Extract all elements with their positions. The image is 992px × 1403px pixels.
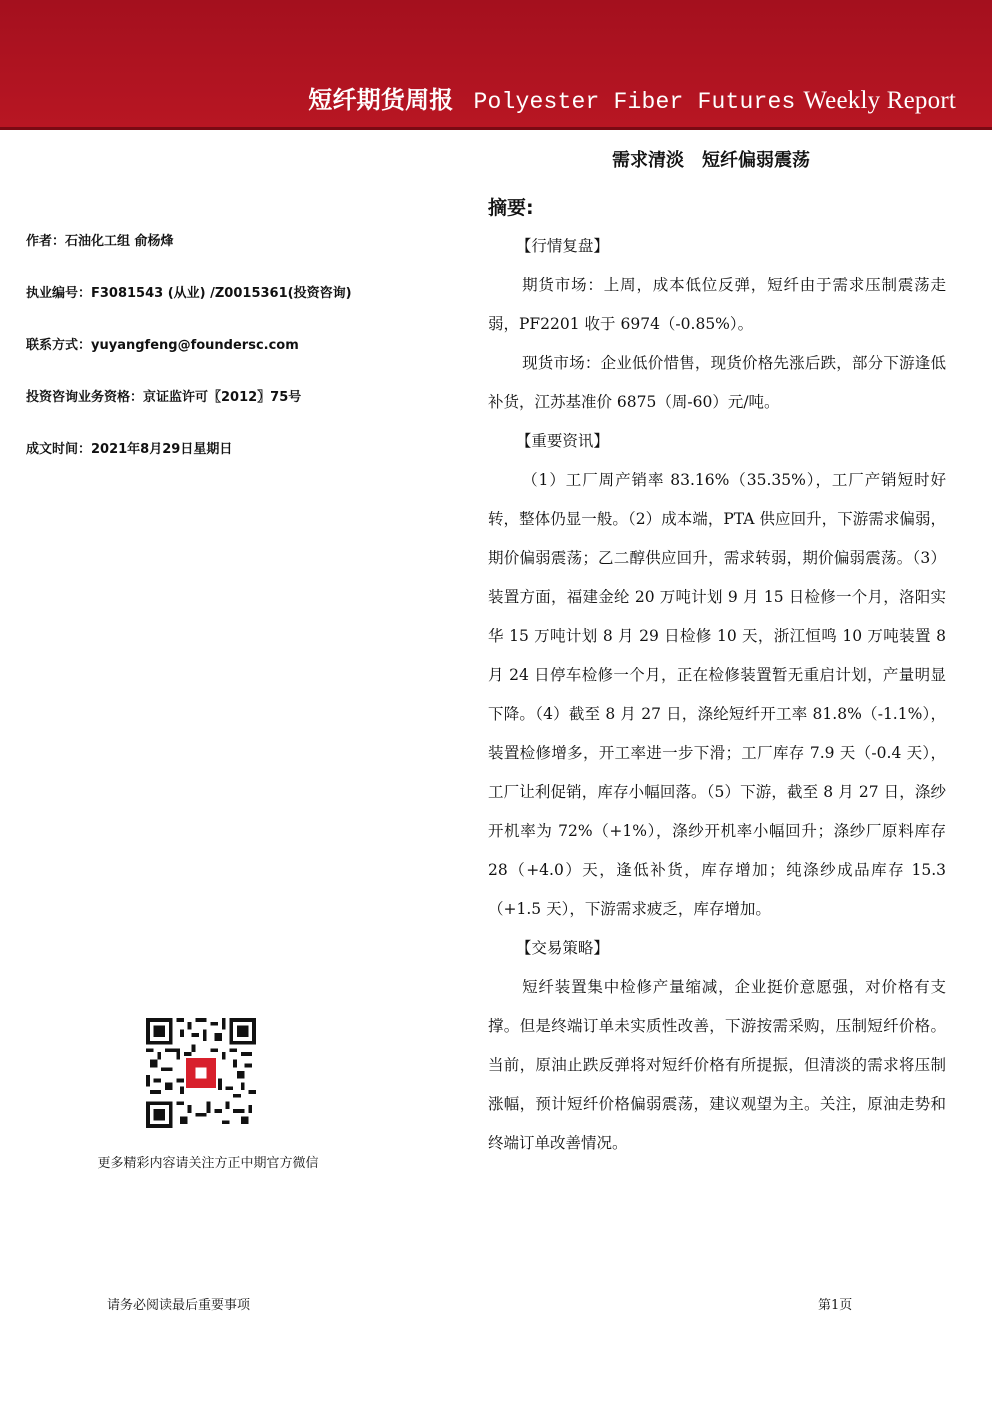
- series-title-cn: 短纤期货周报: [308, 86, 454, 114]
- paragraph-futures-market: 期货市场：上周，成本低位反弹，短纤由于需求压制震荡走弱，PF2201 收于 6974（-0.85%）。: [488, 276, 946, 333]
- section-heading-key-news: 【重要资讯】: [515, 432, 609, 450]
- qr-caption: 更多精彩内容请关注方正中期官方微信: [97, 1156, 319, 1171]
- author-info: [26, 232, 456, 492]
- series-title-en: Polyester Fiber Futures: [473, 89, 796, 115]
- paragraph-strategy: 短纤装置集中检修产量缩减，企业挺价意愿强，对价格有支撑。但是终端订单未实质性改善，下游按需采购，压制短纤价格。当前，原油止跌反弹将对短纤价格有所提振，但清淡的需求将压制涨幅，预计短纤价格偏弱震荡，建议观望为主。关注，原油走势和终端订单改善情况。: [488, 978, 946, 1152]
- summary-body: [488, 227, 946, 1163]
- page-number: 第1页: [818, 1298, 853, 1313]
- section-heading-market-review: 【行情复盘】: [515, 237, 609, 255]
- header-divider: [0, 127, 992, 130]
- series-title-en-suffix: Weekly Report: [803, 87, 956, 114]
- qualification-row: 投资咨询业务资格：京证监许可〖2012〗75号: [26, 390, 302, 405]
- date-row: 成文时间：2021年8月29日星期日: [26, 442, 233, 457]
- report-series-title: [308, 80, 956, 115]
- contact-row: 联系方式：yuyangfeng@foundersc.com: [26, 338, 299, 353]
- qr-code-icon: [146, 1018, 256, 1128]
- paragraph-key-news: （1）工厂周产销率 83.16%（35.35%），工厂产销短时好转，整体仍显一般。（2）成本端，PTA 供应回升，下游需求偏弱，期价偏弱震荡；乙二醇供应回升，需求转弱，期价偏弱震荡。（3）装置方面，福建金纶 20 万吨计划 9 月 15 日检修一个月，洛阳实华 15 万吨计划 8 月 29 日检修 10 天，浙江恒鸣 10 万吨装置 8 月 24 日停车检修一个月，正在检修装置暂无重启计划，产量明显下降。（4）截至 8 月 27 日，涤纶短纤开工率 81.8%（-1.1%），装置检修增多，开工率进一步下滑；工厂库存 7.9 天（-0.4 天），工厂让利促销，库存小幅回落。（5）下游，截至 8 月 27 日，涤纱开机率为 72%（+1%），涤纱开机率小幅回升；涤纱厂原料库存 28（+4.0）天，逢低补货，库存增加；纯涤纱成品库存 15.3（+1.5 天），下游需求疲乏，库存增加。: [488, 471, 947, 918]
- paragraph-spot-market: 现货市场：企业低价惜售，现货价格先涨后跌，部分下游逢低补货，江苏基准价 6875（周-60）元/吨。: [488, 354, 946, 411]
- license-row: 执业编号：F3081543 (从业) /Z0015361(投资咨询): [26, 286, 352, 301]
- report-title: 需求清淡 短纤偏弱震荡: [612, 150, 810, 171]
- footer-notice: 请务必阅读最后重要事项: [107, 1298, 251, 1313]
- section-heading-strategy: 【交易策略】: [515, 939, 609, 957]
- summary-heading: 摘要:: [488, 197, 534, 219]
- author-row: 作者：石油化工组 俞杨烽: [26, 234, 174, 249]
